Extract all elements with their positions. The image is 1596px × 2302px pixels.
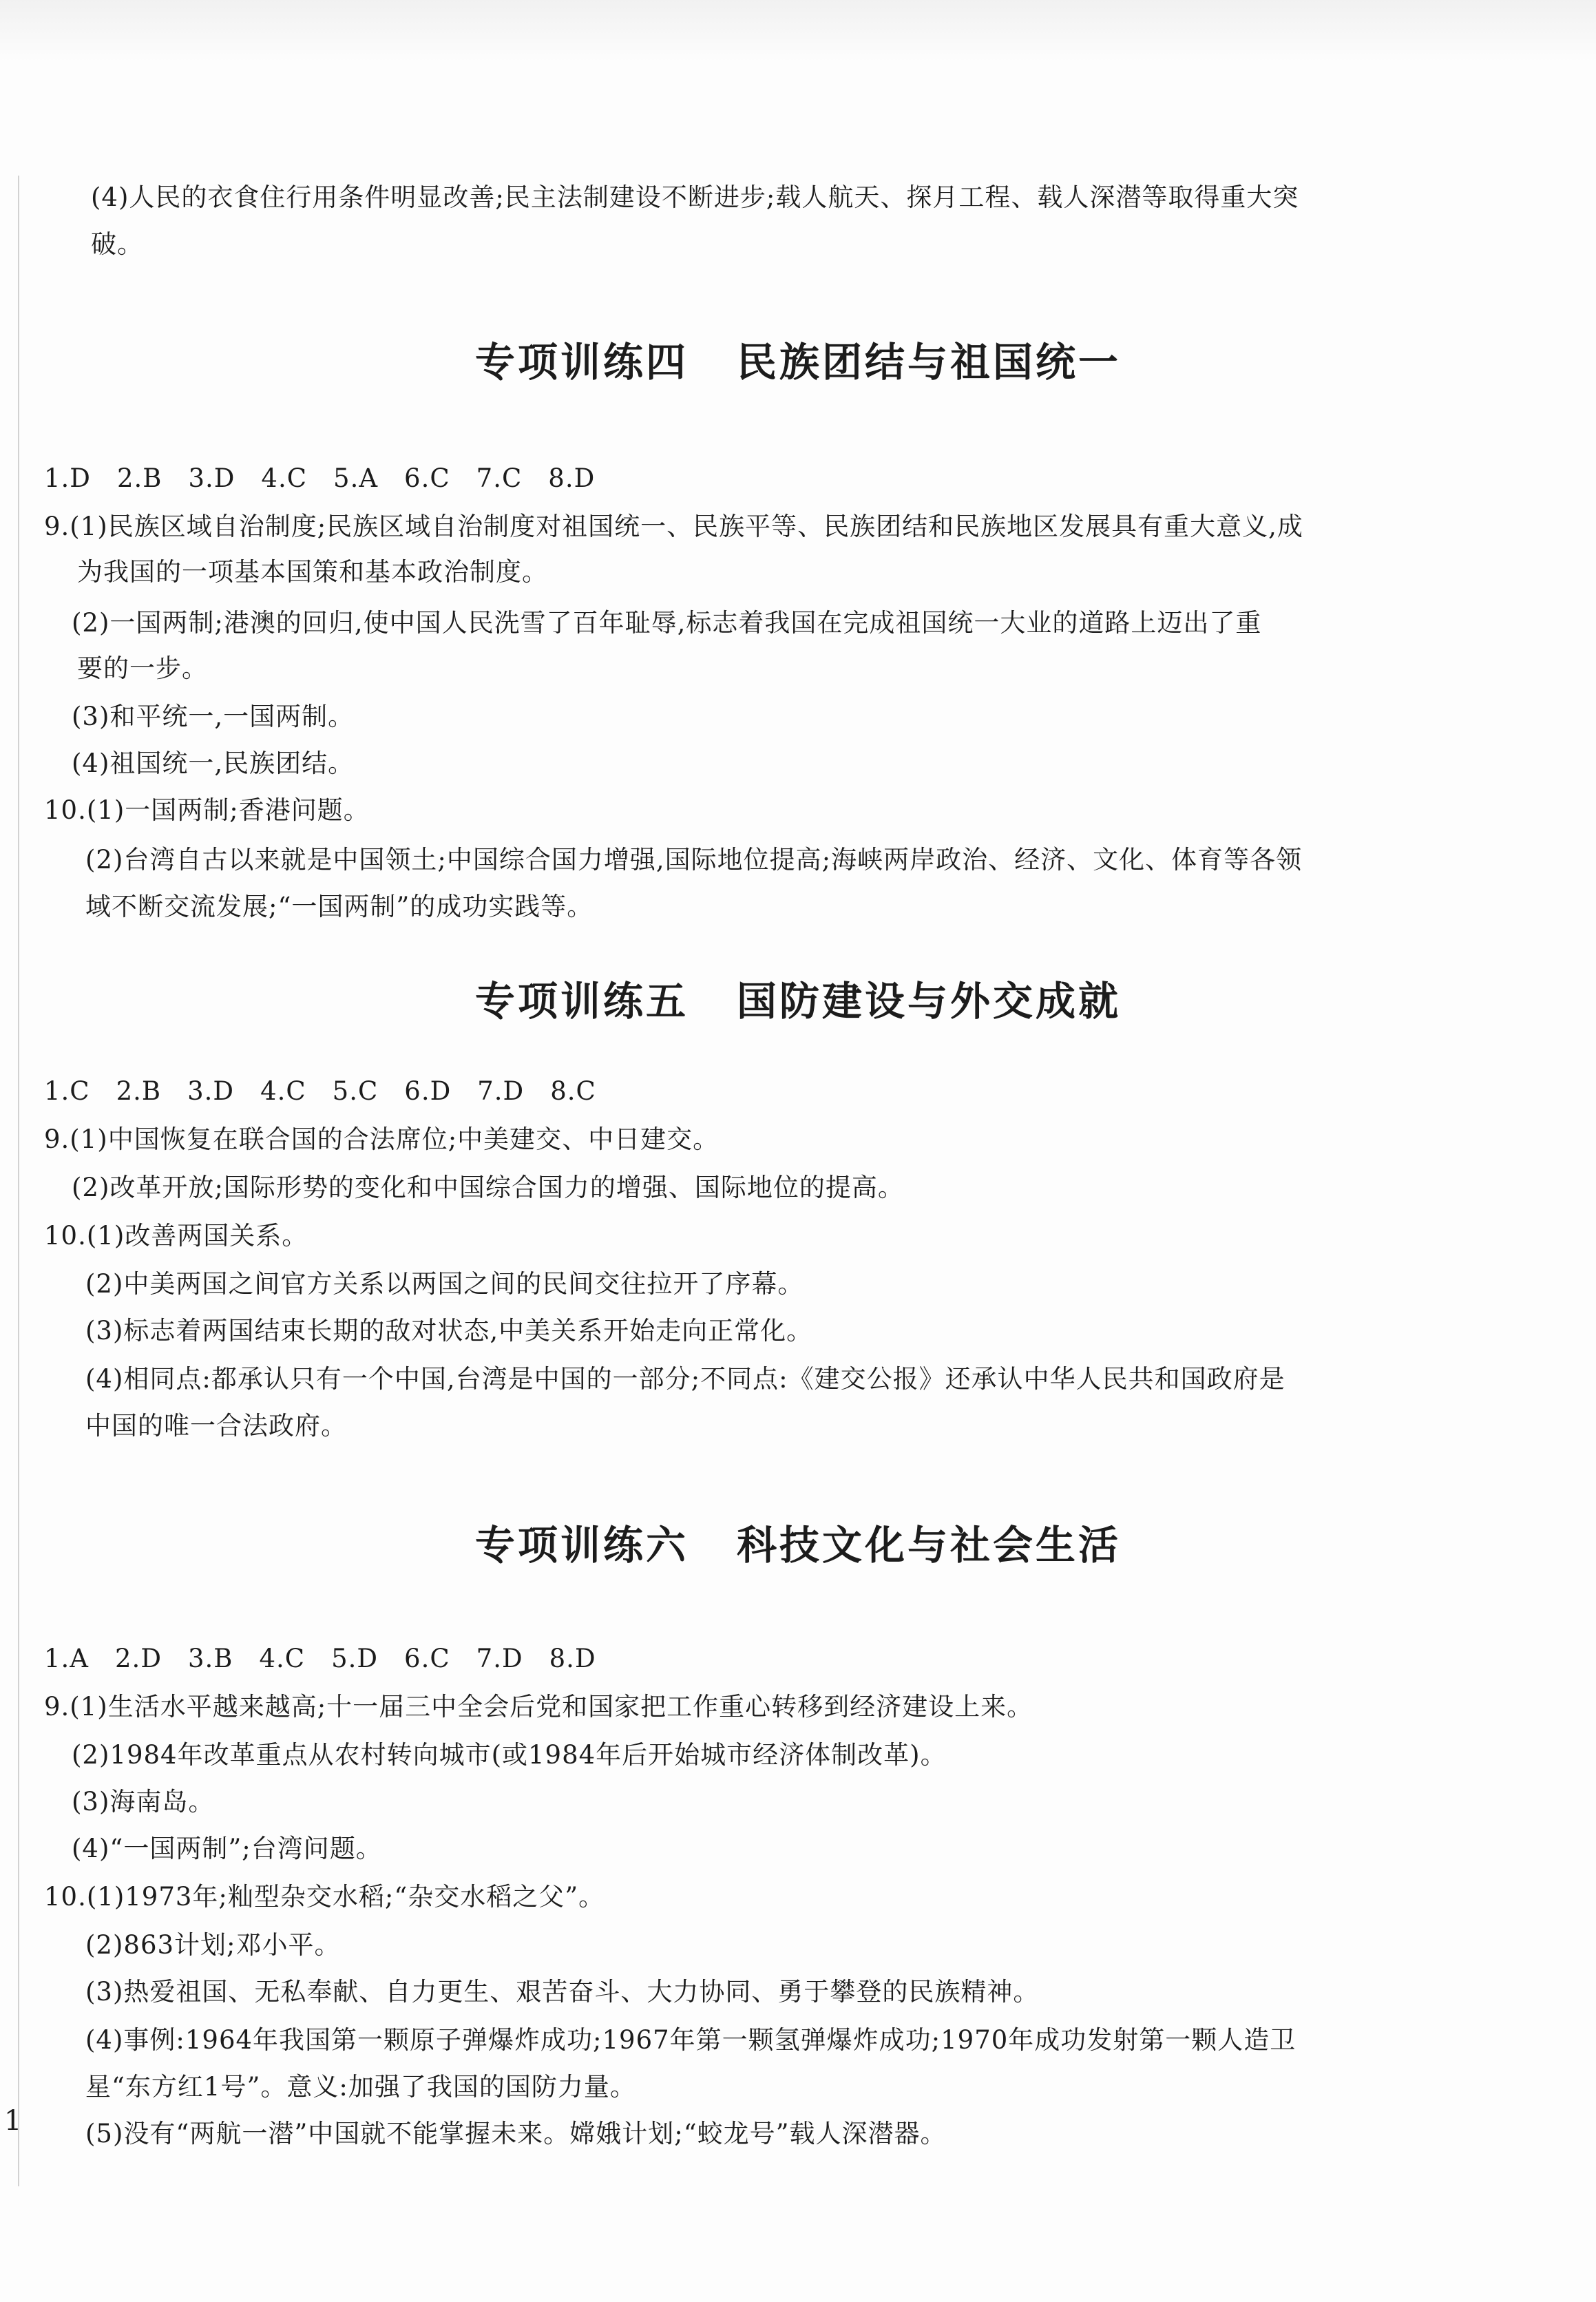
answer-line: 中国的唯一合法政府。: [85, 1411, 347, 1441]
section-title: 科技文化与社会生活: [737, 1522, 1122, 1569]
answer-line: 10.(1)一国两制;香港问题。: [44, 795, 370, 825]
answer-line: (2)1984年改革重点从农村转向城市(或1984年后开始城市经济体制改革)。: [72, 1740, 947, 1770]
answer-line: 9.(1)民族区域自治制度;民族区域自治制度对祖国统一、民族平等、民族团结和民族地区发展具有重大意义,成: [44, 512, 1303, 541]
section-number: 专项训练六: [474, 1522, 689, 1569]
scan-top-shade: [0, 0, 1596, 62]
answer-line: 9.(1)生活水平越来越高;十一届三中全会后党和国家把工作重心转移到经济建设上来。: [44, 1692, 1033, 1722]
answer-line: 星“东方红1号”。意义:加强了我国的国防力量。: [85, 2072, 636, 2102]
answer-line: (2)863计划;邓小平。: [85, 1930, 341, 1960]
section-title: 民族团结与祖国统一: [737, 339, 1122, 386]
answer-line: 10.(1)改善两国关系。: [44, 1221, 308, 1251]
section-number: 专项训练五: [474, 978, 689, 1025]
answer-line: (3)和平统一,一国两制。: [72, 702, 355, 731]
answer-line: 为我国的一项基本国策和基本政治制度。: [77, 557, 548, 587]
choice-answers: 1.D 2.B 3.D 4.C 5.A 6.C 7.C 8.D: [44, 463, 596, 493]
answer-line: (5)没有“两航一潜”中国就不能掌握未来。嫦娥计划;“蛟龙号”载人深潜器。: [85, 2119, 947, 2148]
intro-line: (4)人民的衣食住行用条件明显改善;民主法制建设不断进步;载人航天、探月工程、载人深潜等取得重大突: [91, 182, 1299, 212]
answer-line: (4)相同点:都承认只有一个中国,台湾是中国的一部分;不同点:《建交公报》还承认中华人民共和国政府是: [85, 1364, 1285, 1394]
answer-line: (2)一国两制;港澳的回归,使中国人民洗雪了百年耻辱,标志着我国在完成祖国统一大业的道路上迈出了重: [72, 608, 1262, 638]
answer-line: (2)改革开放;国际形势的变化和中国综合国力的增强、国际地位的提高。: [72, 1173, 904, 1202]
answer-line: 10.(1)1973年;籼型杂交水稻;“杂交水稻之父”。: [44, 1882, 605, 1912]
answer-line: (2)中美两国之间官方关系以两国之间的民间交往拉开了序幕。: [85, 1269, 804, 1299]
answer-line: (4)祖国统一,民族团结。: [72, 749, 355, 778]
intro-line: 破。: [91, 229, 143, 259]
answer-line: (4)事例:1964年我国第一颗原子弹爆炸成功;1967年第一颗氢弹爆炸成功;1970年成功发射第一颗人造卫: [85, 2025, 1296, 2055]
section-heading: [0, 974, 1596, 1029]
answer-line: (3)热爱祖国、无私奉献、自力更生、艰苦奋斗、大力协同、勇于攀登的民族精神。: [85, 1977, 1040, 2007]
answer-line: (4)“一国两制”;台湾问题。: [72, 1834, 382, 1863]
section-title: 国防建设与外交成就: [737, 978, 1122, 1025]
choice-answers: 1.C 2.B 3.D 4.C 5.C 6.D 7.D 8.C: [44, 1076, 596, 1106]
section-number: 专项训练四: [474, 339, 689, 386]
section-heading: [0, 335, 1596, 390]
answer-line: (2)台湾自古以来就是中国领土;中国综合国力增强,国际地位提高;海峡两岸政治、经济、文化、体育等各领: [85, 845, 1303, 875]
answer-line: (3)标志着两国结束长期的敌对状态,中美关系开始走向正常化。: [85, 1316, 813, 1346]
choice-answers: 1.A 2.D 3.B 4.C 5.D 6.C 7.D 8.D: [44, 1644, 596, 1673]
answer-line: 9.(1)中国恢复在联合国的合法席位;中美建交、中日建交。: [44, 1124, 720, 1154]
page-number: 1: [4, 2105, 22, 2137]
answer-line: 域不断交流发展;“一国两制”的成功实践等。: [85, 892, 594, 921]
left-margin-rule: [18, 176, 19, 2186]
section-heading: [0, 1518, 1596, 1573]
answer-line: (3)海南岛。: [72, 1787, 215, 1817]
answer-line: 要的一步。: [77, 653, 208, 683]
